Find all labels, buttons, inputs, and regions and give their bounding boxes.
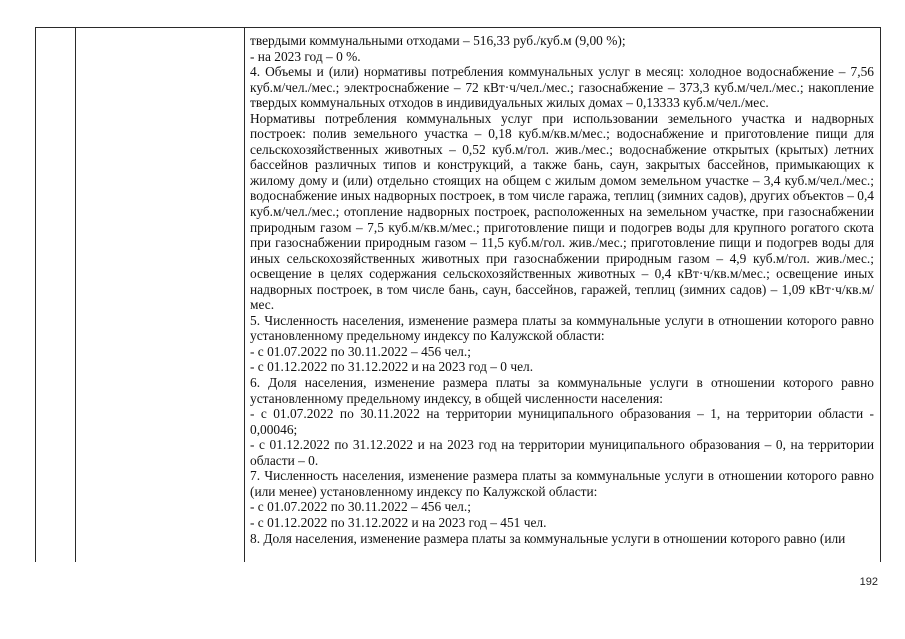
paragraph: Нормативы потребления коммунальных услуг при использовании земельного участка и надворных построек: полив земельного участка – 0,18 куб.м/кв.м/мес.; водоснабжение и приготовление пищи для сельскохозяйственных животных – 0,52 куб.м/гол. жив./мес.; водоснабжение открытых (крытых) летних бассейнов различных типов и конструкций, а также бань, саун, закрытых бассейнов, примыкающих к жилому дому и (или) отдельно стоящих на общем с жилым домом земельном участке – 3,4 куб.м/чел./мес.; водоснабжение иных надворных построек, в том числе гаража, теплиц (зимних садов), других объектов – 0,4 куб.м/чел./мес.; отопление надворных построек, расположенных на земельном участке, при газоснабжении природным газом – 7,5 куб.м/кв.м/мес.; приготовление пищи и подогрев воды для крупного рогатого скота при газоснабжении природным газом – 11,5 куб.м/гол. жив./мес.; приготовление пищи и подогрев воды для иных сельскохозяйственных животных при газоснабжении природным газом – 4,9 куб.м/гол. жив./мес.; освещение в целях содержания сельскохозяйственных животных – 0,4 кВт·ч/кв.м/мес.; освещение иных надворных построек, в том числе бань, саун, бассейнов, гаражей, теплиц (зимних садов) – 1,09 кВт·ч/кв.м/мес. — [250, 110, 874, 313]
paragraph: - с 01.07.2022 по 30.11.2022 – 456 чел.; — [250, 499, 471, 515]
text-cell — [250, 33, 874, 546]
column-divider-1 — [75, 28, 76, 562]
paragraph: - с 01.07.2022 по 30.11.2022 на территории муниципального образования – 1, на территории области - 0,00046; — [250, 406, 874, 437]
paragraph: 4. Объемы и (или) нормативы потребления коммунальных услуг в месяц: холодное водоснабжение – 7,56 куб.м/чел./мес.; электроснабжение – 72 кВт·ч/чел./мес.; газоснабжение – 373,3 куб.м/чел./мес.; накопление твердых коммунальных отходов в индивидуальных жилых домах – 0,13333 куб.м/чел./мес. — [250, 64, 874, 111]
paragraph: 8. Доля населения, изменение размера платы за коммунальные услуги в отношении которого равно (или — [250, 530, 846, 546]
paragraph: - с 01.07.2022 по 30.11.2022 – 456 чел.; — [250, 343, 471, 359]
paragraph: 5. Численность населения, изменение размера платы за коммунальные услуги в отношении которого равно установленному предельному индексу по Калужской области: — [250, 312, 874, 344]
column-divider-2 — [244, 28, 245, 562]
paragraph: твердыми коммунальными отходами – 516,33 руб./куб.м (9,00 %); — [250, 33, 626, 48]
paragraph: 7. Численность населения, изменение размера платы за коммунальные услуги в отношении которого равно (или менее) установленному индексу по Калужской области: — [250, 468, 874, 499]
document-table — [35, 27, 881, 562]
paragraph: - на 2023 год – 0 %. — [250, 48, 361, 64]
paragraph: - с 01.12.2022 по 31.12.2022 и на 2023 год на территории муниципального образования – 0, на территории области – 0. — [250, 437, 874, 468]
page-number: 192 — [859, 576, 878, 588]
paragraph: - с 01.12.2022 по 31.12.2022 и на 2023 год – 0 чел. — [250, 359, 534, 375]
paragraph: 6. Доля населения, изменение размера платы за коммунальные услуги в отношении которого равно установленному предельному индексу, в общей численности населения: — [250, 375, 874, 406]
paragraph: - с 01.12.2022 по 31.12.2022 и на 2023 год – 451 чел. — [250, 514, 547, 530]
